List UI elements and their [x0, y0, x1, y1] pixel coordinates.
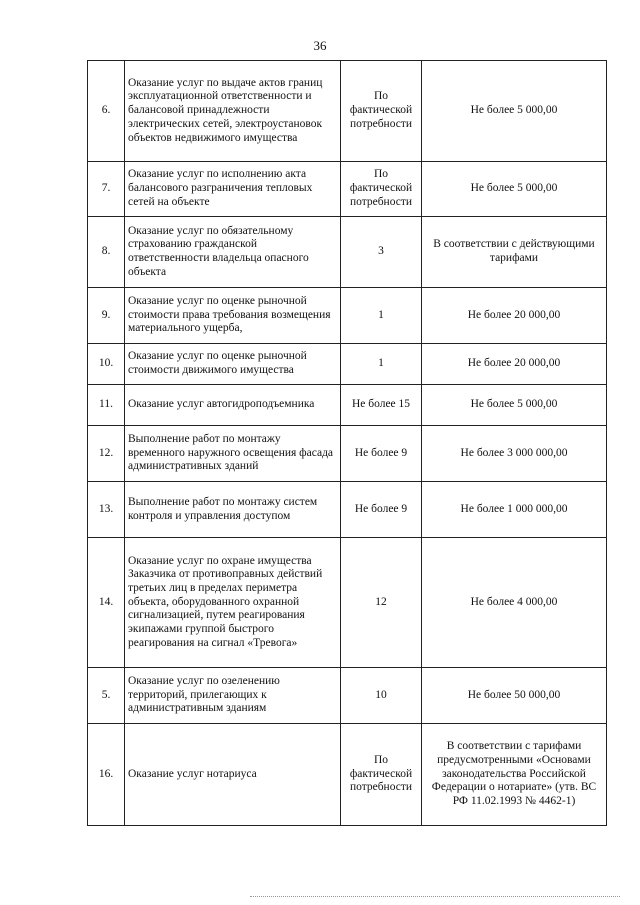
service-description: Оказание услуг автогидроподъемника: [125, 385, 341, 426]
price: Не более 5 000,00: [422, 162, 607, 217]
quantity: Не более 9: [341, 482, 422, 538]
price: Не более 20 000,00: [422, 288, 607, 344]
row-number: 11.: [88, 385, 125, 426]
quantity: Не более 9: [341, 426, 422, 482]
row-number: 5.: [88, 668, 125, 724]
table-row: [88, 61, 607, 162]
quantity: 1: [341, 344, 422, 385]
table-row: [88, 217, 607, 288]
table-row: [88, 668, 607, 724]
table-row: [88, 538, 607, 668]
table-row: [88, 162, 607, 217]
row-number: 10.: [88, 344, 125, 385]
service-description: Оказание услуг по охране имущества Заказчика от противоправных действий третьих лиц в пределах периметра объекта, оборудованного охранной сигнализацией, путем реагирования экипажами группой быстрого реагирования на сигнал «Тревога»: [125, 538, 341, 668]
quantity: По фактической потребности: [341, 724, 422, 826]
service-description: Выполнение работ по монтажу систем контроля и управления доступом: [125, 482, 341, 538]
service-description: Оказание услуг по обязательному страхованию гражданской ответственности владельца опасного объекта: [125, 217, 341, 288]
services-table: [87, 60, 607, 826]
quantity: 10: [341, 668, 422, 724]
quantity: 12: [341, 538, 422, 668]
table-row: [88, 344, 607, 385]
page-number: 36: [313, 38, 327, 53]
price: Не более 4 000,00: [422, 538, 607, 668]
row-number: 9.: [88, 288, 125, 344]
quantity: По фактической потребности: [341, 61, 422, 162]
quantity: 3: [341, 217, 422, 288]
price: Не более 5 000,00: [422, 385, 607, 426]
service-description: Выполнение работ по монтажу временного наружного освещения фасада административных зданий: [125, 426, 341, 482]
service-description: Оказание услуг по озеленению территорий, прилегающих к административным зданиям: [125, 668, 341, 724]
quantity: По фактической потребности: [341, 162, 422, 217]
table-row: [88, 426, 607, 482]
row-number: 16.: [88, 724, 125, 826]
scan-artifact-line: [250, 896, 620, 901]
service-description: Оказание услуг нотариуса: [125, 724, 341, 826]
price: Не более 1 000 000,00: [422, 482, 607, 538]
table-row: [88, 724, 607, 826]
price: Не более 20 000,00: [422, 344, 607, 385]
table-row: [88, 482, 607, 538]
price: Не более 3 000 000,00: [422, 426, 607, 482]
table-row: [88, 288, 607, 344]
row-number: 6.: [88, 61, 125, 162]
row-number: 12.: [88, 426, 125, 482]
price: Не более 50 000,00: [422, 668, 607, 724]
row-number: 8.: [88, 217, 125, 288]
table-row: [88, 385, 607, 426]
price: В соответствии с тарифами предусмотренными «Основами законодательства Российской Федерации о нотариате» (утв. ВС РФ 11.02.1993 № 4462-1): [422, 724, 607, 826]
service-description: Оказание услуг по исполнению акта балансового разграничения тепловых сетей на объекте: [125, 162, 341, 217]
service-description: Оказание услуг по выдаче актов границ эксплуатационной ответственности и балансовой принадлежности электрических сетей, электроустановок объектов недвижимого имущества: [125, 61, 341, 162]
service-description: Оказание услуг по оценке рыночной стоимости движимого имущества: [125, 344, 341, 385]
price: В соответствии с действующими тарифами: [422, 217, 607, 288]
service-description: Оказание услуг по оценке рыночной стоимости права требования возмещения материального ущерба,: [125, 288, 341, 344]
row-number: 14.: [88, 538, 125, 668]
quantity: Не более 15: [341, 385, 422, 426]
row-number: 13.: [88, 482, 125, 538]
price: Не более 5 000,00: [422, 61, 607, 162]
row-number: 7.: [88, 162, 125, 217]
quantity: 1: [341, 288, 422, 344]
